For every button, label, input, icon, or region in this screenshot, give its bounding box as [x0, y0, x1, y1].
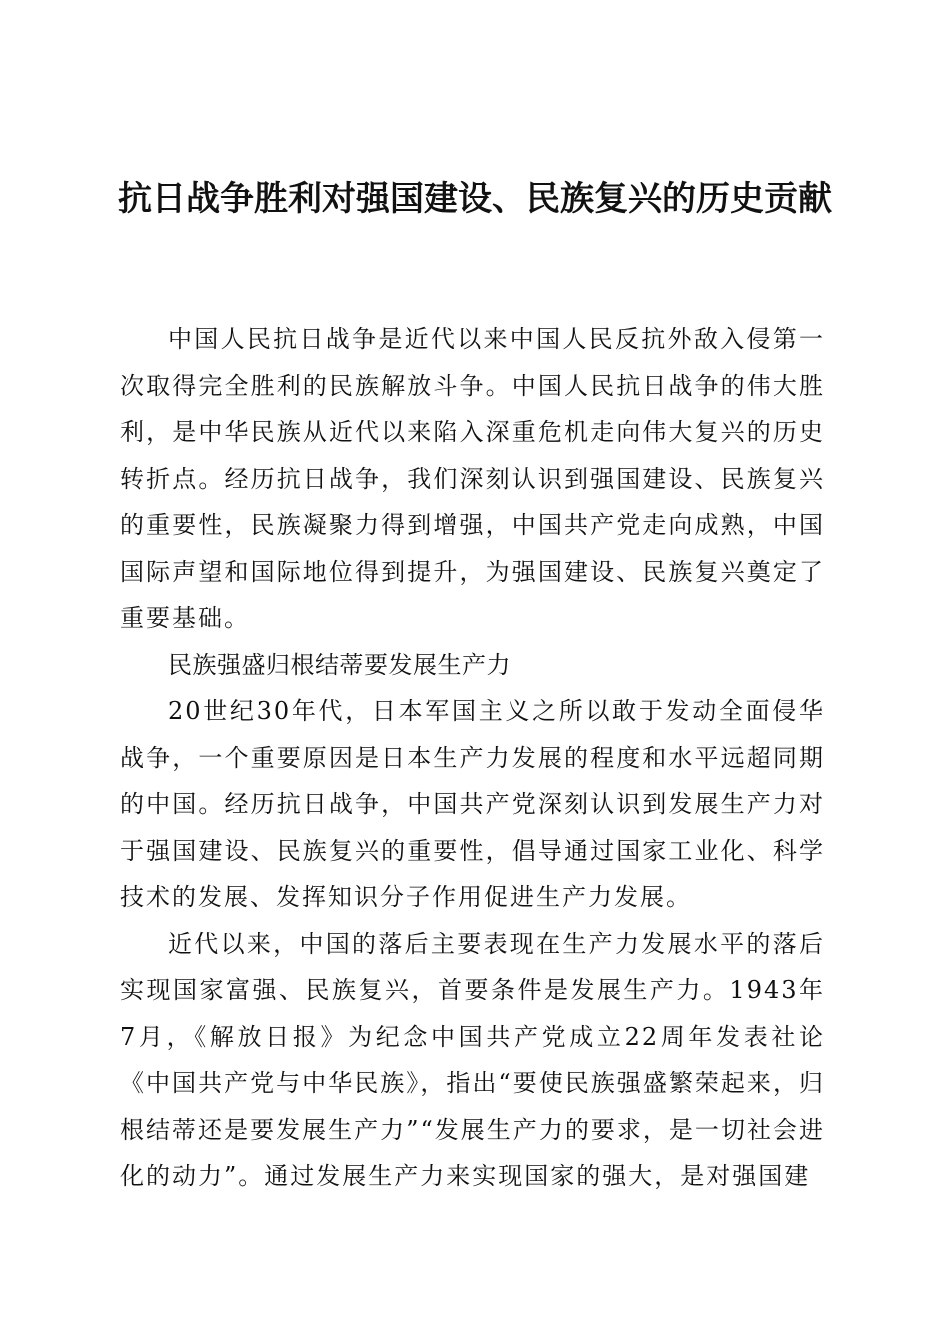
document-title: 抗日战争胜利对强国建设、民族复兴的历史贡献: [118, 179, 832, 219]
intro-paragraph: 中国人民抗日战争是近代以来中国人民反抗外敌入侵第一次取得完全胜利的民族解放斗争。中国人民抗日战争的伟大胜利，是中华民族从近代以来陷入深重危机走向伟大复兴的历史转折点。经历抗日战争，我们深刻认识到强国建设、民族复兴的重要性，民族凝聚力得到增强，中国共产党走向成熟，中国国际声望和国际地位得到提升，为强国建设、民族复兴奠定了重要基础。: [120, 325, 825, 632]
document-body: [120, 316, 825, 1200]
section-heading: 民族强盛归根结蒂要发展生产力: [168, 650, 511, 679]
section-paragraph-2: 近代以来，中国的落后主要表现在生产力发展水平的落后实现国家富强、民族复兴，首要条件是发展生产力。1943年7月，《解放日报》为纪念中国共产党成立22周年发表社论《中国共产党与中华民族》，指出“要使民族强盛繁荣起来，归根结蒂还是要发展生产力”“发展生产力的要求，是一切社会进化的动力”。通过发展生产力来实现国家的强大，是对强国建: [120, 929, 825, 1190]
section-paragraph-1: 20世纪30年代，日本军国主义之所以敢于发动全面侵华战争，一个重要原因是日本生产力发展的程度和水平远超同期的中国。经历抗日战争，中国共产党深刻认识到发展生产力对于强国建设、民族复兴的重要性，倡导通过国家工业化、科学技术的发展、发挥知识分子作用促进生产力发展。: [120, 697, 825, 911]
